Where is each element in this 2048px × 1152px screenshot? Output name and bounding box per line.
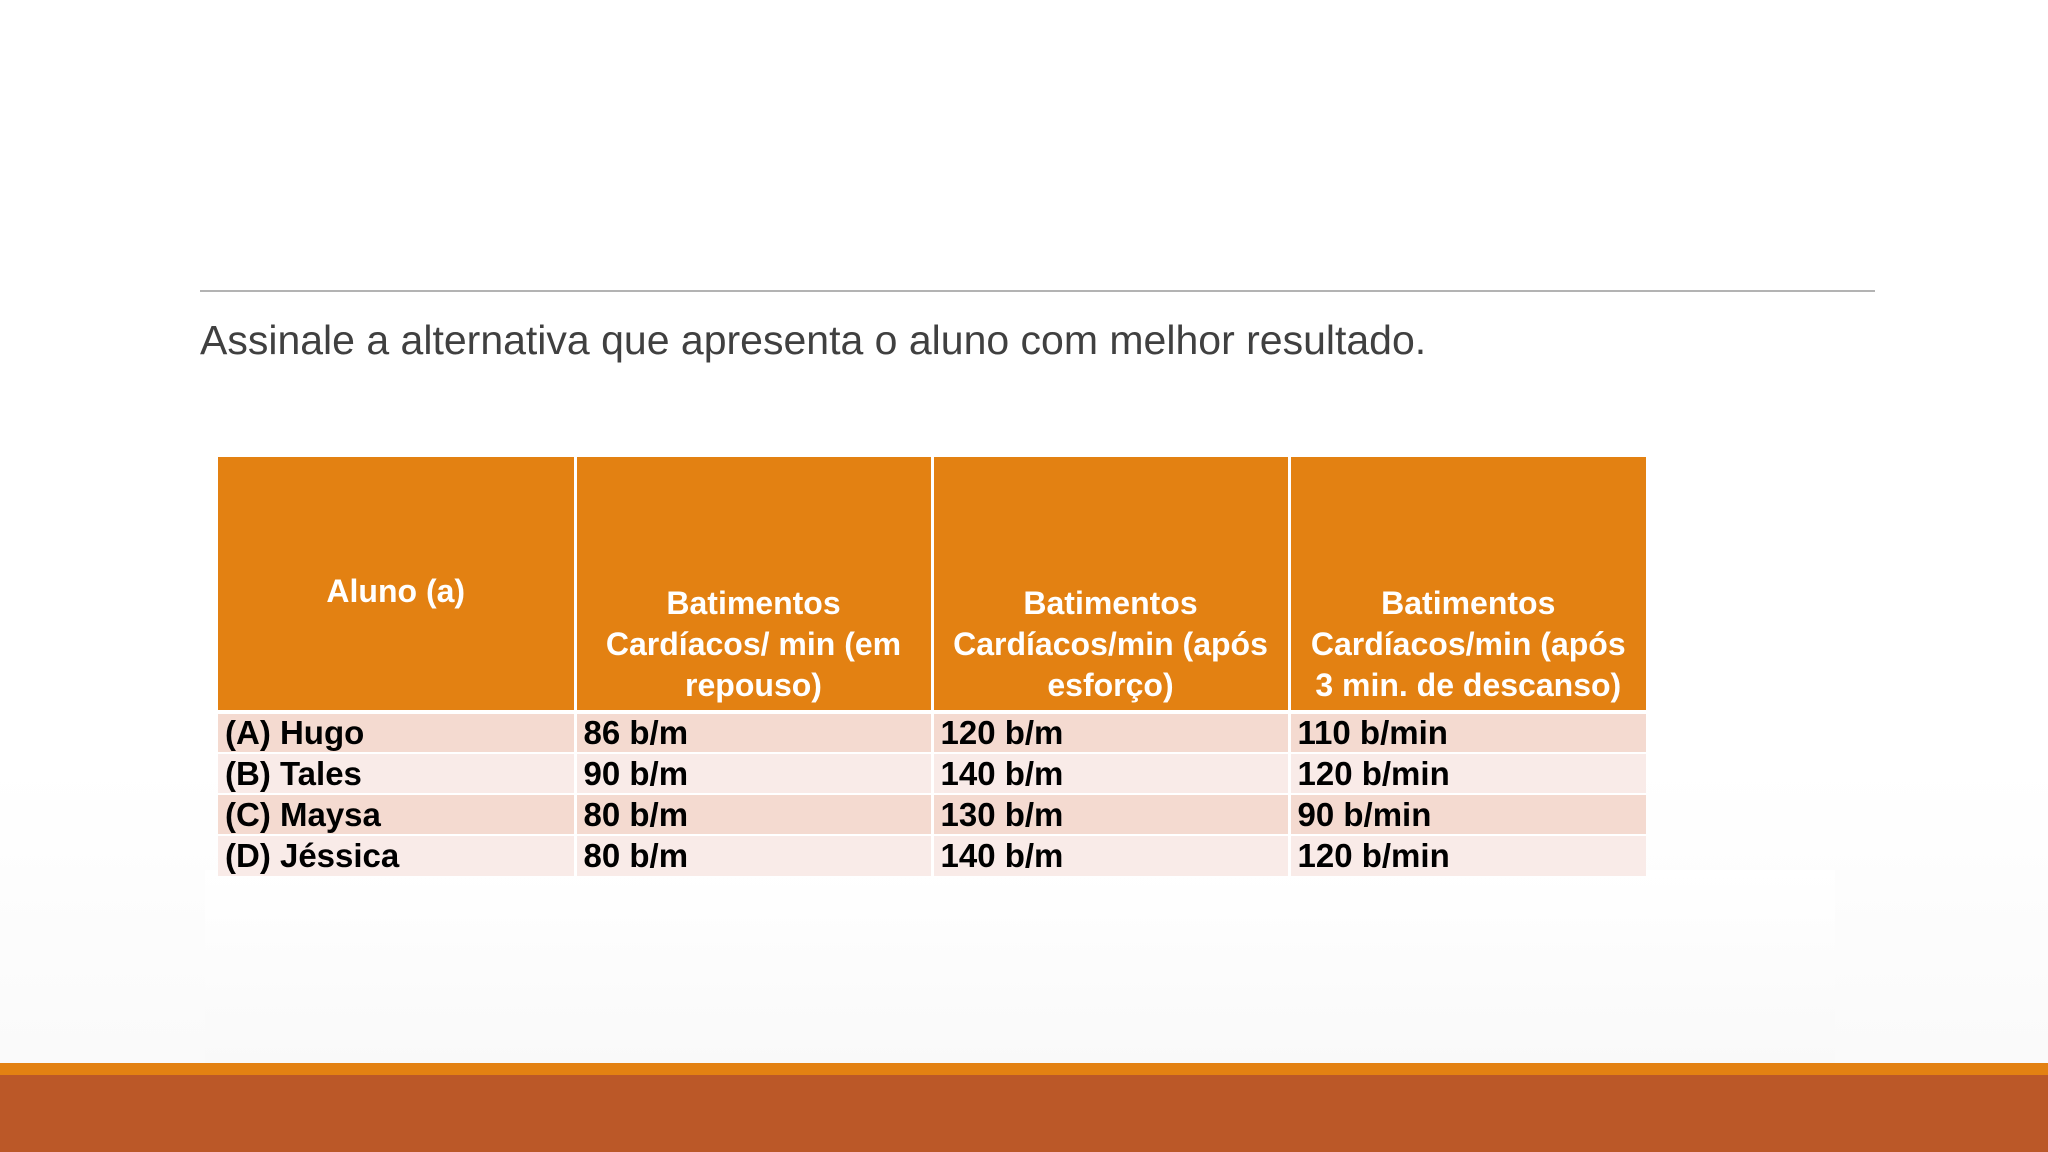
cell-after-effort: 140 b/m <box>932 835 1289 876</box>
footer-accent-stripe <box>0 1063 2048 1075</box>
table-row <box>218 794 1646 835</box>
cell-after-effort: 120 b/m <box>932 712 1289 753</box>
cell-student: (B) Tales <box>218 753 575 794</box>
cell-resting: 80 b/m <box>575 794 932 835</box>
header-after-effort: Batimentos Cardíacos/min (após esforço) <box>932 457 1289 712</box>
cell-resting: 80 b/m <box>575 835 932 876</box>
cell-after-rest: 120 b/min <box>1289 835 1646 876</box>
cell-student: (C) Maysa <box>218 794 575 835</box>
cell-student: (A) Hugo <box>218 712 575 753</box>
cell-after-rest: 120 b/min <box>1289 753 1646 794</box>
header-after-rest: Batimentos Cardíacos/min (após 3 min. de descanso) <box>1289 457 1646 712</box>
content-shade <box>205 870 1835 1063</box>
table-row <box>218 835 1646 876</box>
cell-after-effort: 140 b/m <box>932 753 1289 794</box>
table-row <box>218 753 1646 794</box>
title-divider <box>200 290 1875 292</box>
header-resting: Batimentos Cardíacos/ min (em repouso) <box>575 457 932 712</box>
heart-rate-table <box>218 457 1646 876</box>
table-header-row <box>218 457 1646 712</box>
footer-bar <box>0 1075 2048 1152</box>
table-row <box>218 712 1646 753</box>
cell-after-rest: 110 b/min <box>1289 712 1646 753</box>
cell-after-effort: 130 b/m <box>932 794 1289 835</box>
question-text: Assinale a alternativa que apresenta o aluno com melhor resultado. <box>200 317 1427 363</box>
cell-student: (D) Jéssica <box>218 835 575 876</box>
cell-after-rest: 90 b/min <box>1289 794 1646 835</box>
cell-resting: 90 b/m <box>575 753 932 794</box>
cell-resting: 86 b/m <box>575 712 932 753</box>
header-student: Aluno (a) <box>218 457 575 712</box>
